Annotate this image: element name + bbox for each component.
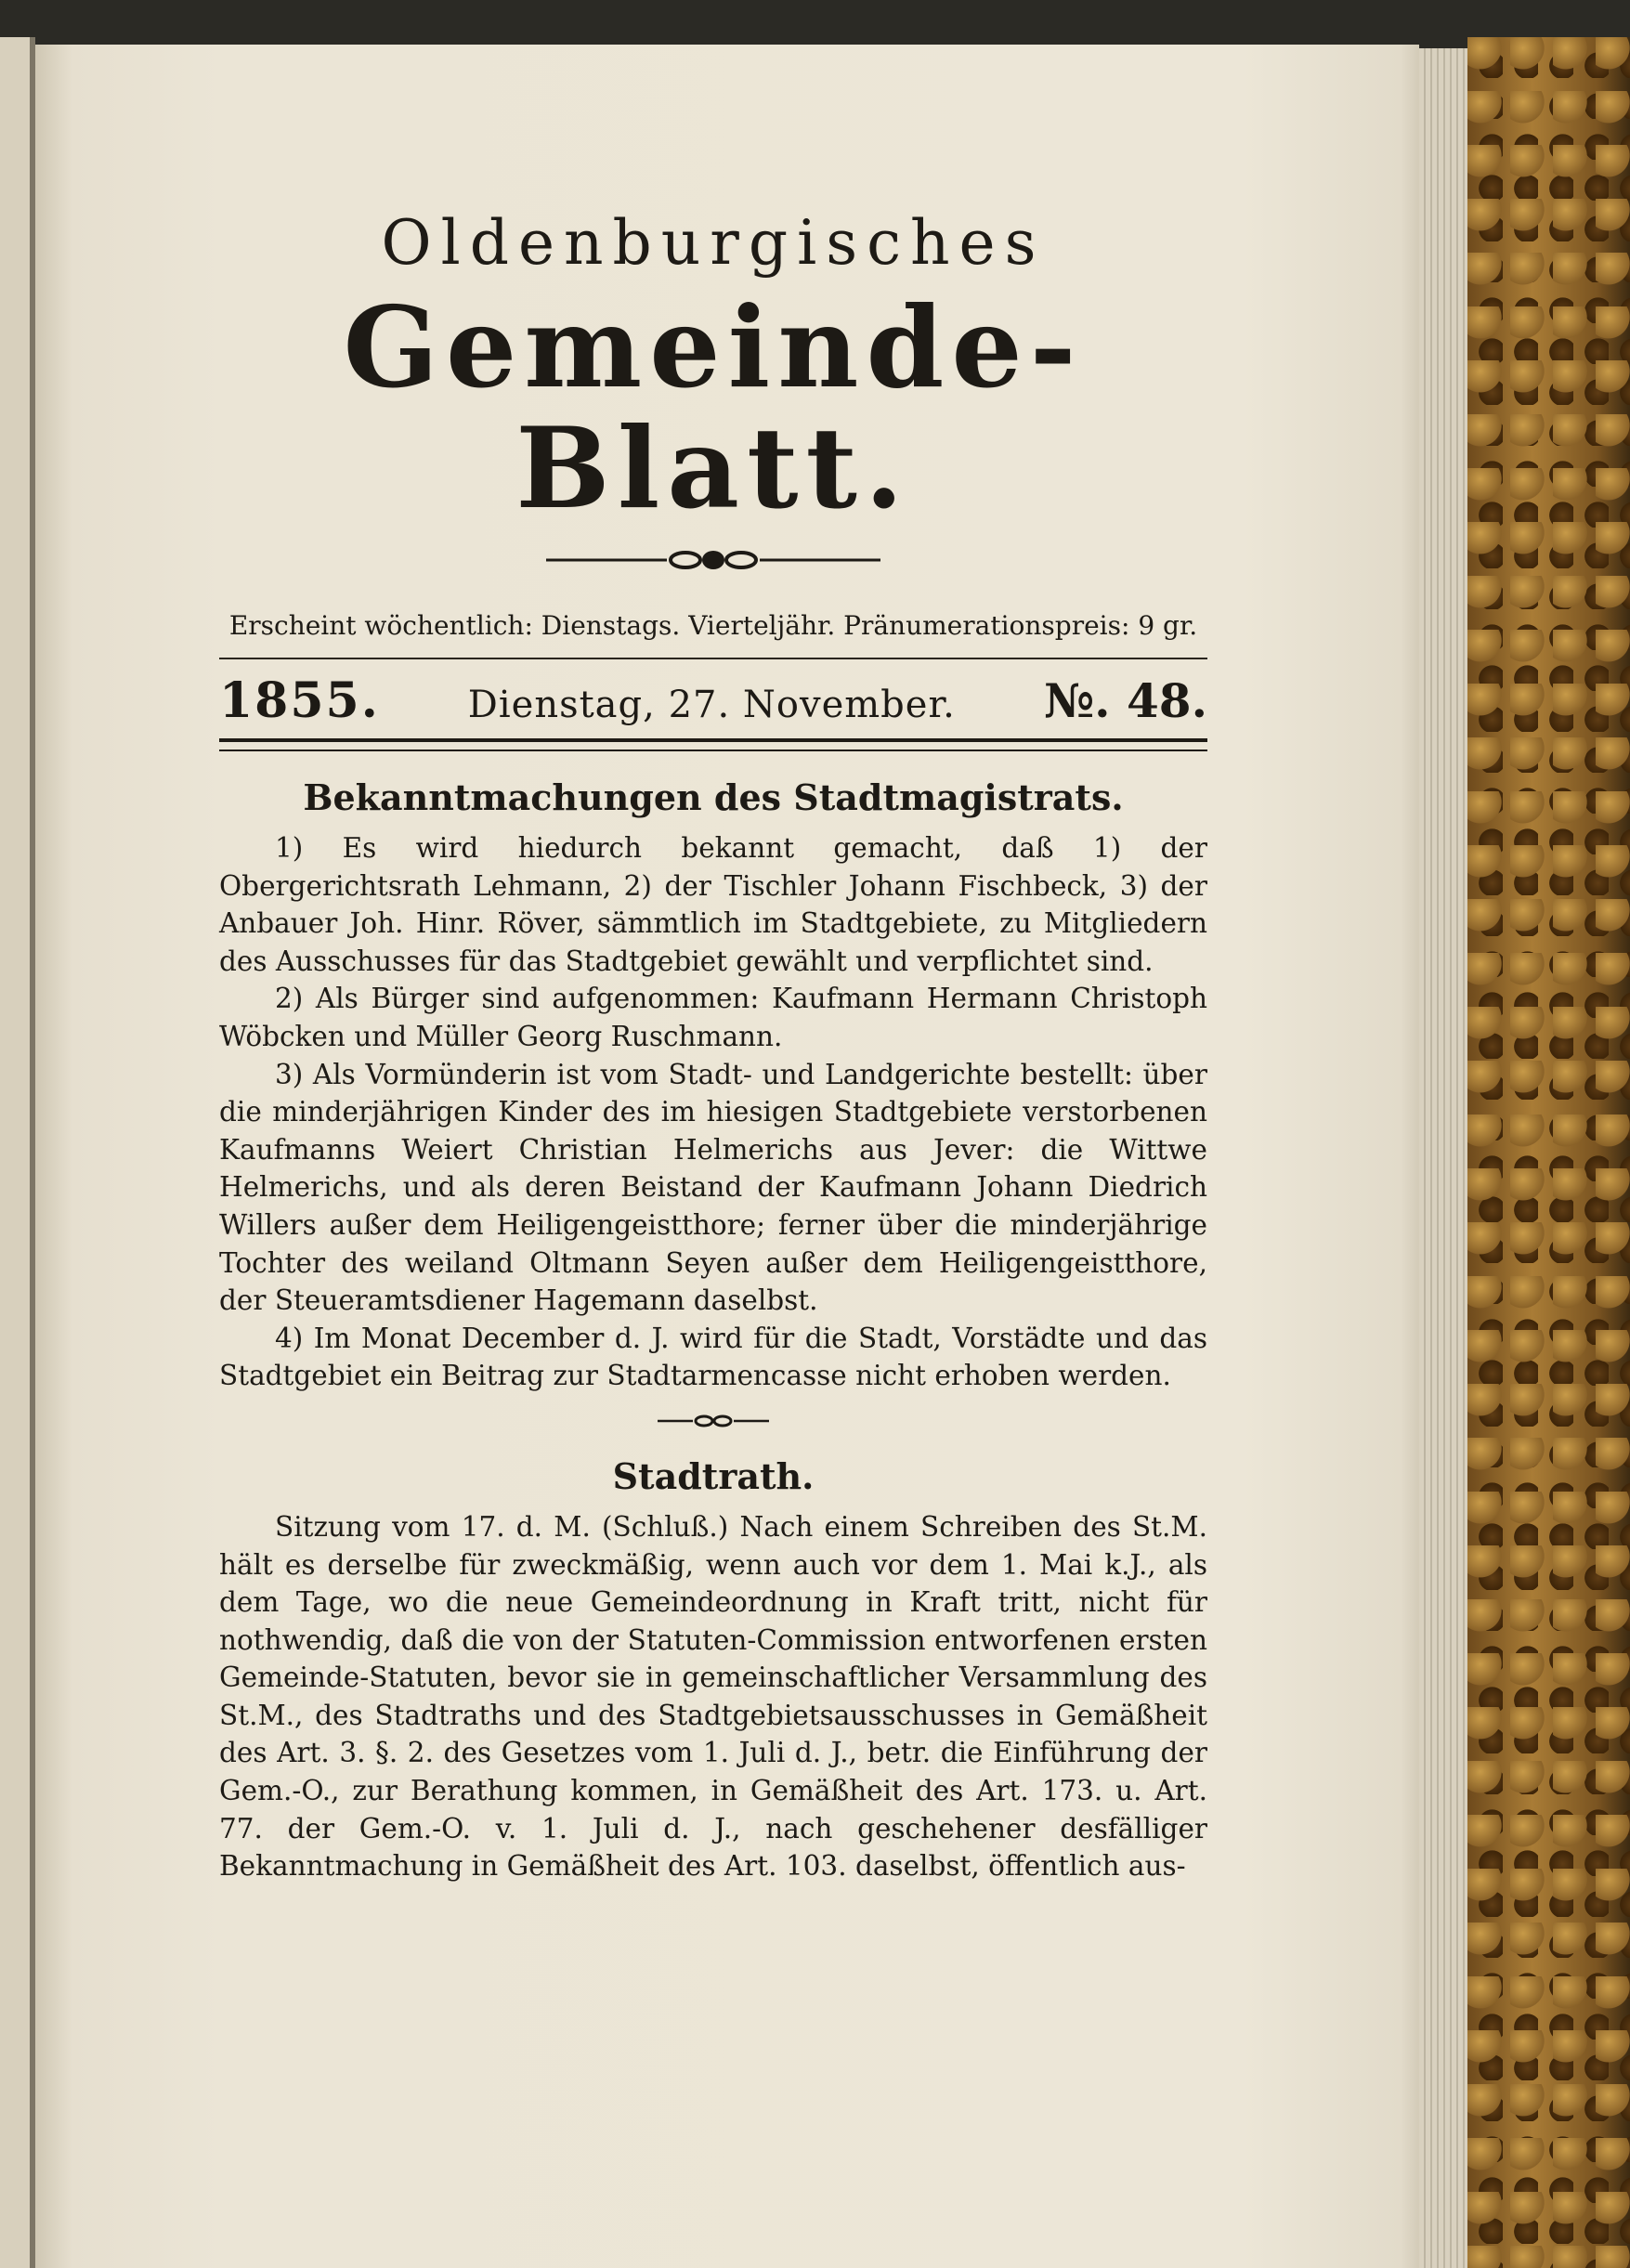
left-page-edge [0, 37, 30, 2268]
issue-date: Dienstag, 27. November. [467, 684, 956, 726]
masthead-ornament-icon [546, 546, 880, 574]
marbled-cover [1467, 37, 1630, 2268]
section-title-magistrate: Bekanntmachungen des Stadtmagistrats. [303, 776, 1124, 818]
issue-year: 1855. [219, 672, 380, 729]
section-ornament-icon [658, 1412, 769, 1430]
article-paragraph: 2) Als Bürger sind aufgenommen: Kaufmann Hermann Christoph Wöbcken und Müller Georg Ruschmann. [219, 983, 1207, 1052]
article-paragraph: 1) Es wird hiedurch bekannt gemacht, daß 1) der Obergerichtsrath Lehmann, 2) der Tischler Johann Fischbeck, 3) der Anbauer Joh. Hinr. Röver, sämmtlich im Stadtgebiete, zu Mitgliedern des Ausschusses für das Stadtgebiet gewählt und verpflichtet sind. [219, 832, 1207, 977]
subscription-line: Erscheint wöchentlich: Dienstags. Vierteljähr. Pränumerationspreis: 9 gr. [228, 610, 1198, 641]
masthead-title: Gemeinde-Blatt. [343, 282, 1084, 534]
dateline [219, 672, 1207, 729]
issue-number: №. 48. [1043, 673, 1207, 728]
masthead-subtitle: Oldenburgisches [381, 207, 1046, 279]
page-stack-edges [1419, 48, 1467, 2268]
page-content [219, 206, 1207, 1885]
rule-divider [219, 658, 1207, 659]
article-paragraph: Sitzung vom 17. d. M. (Schluß.) Nach einem Schreiben des St.M. hält es derselbe für zweckmäßig, wenn auch vor dem 1. Mai k.J., als dem Tage, wo die neue Gemeindeordnung in Kraft tritt, nicht für nothwendig, daß die von der Statuten-Commission entworfenen ersten Gemeinde-Statuten, bevor sie in gemeinschaftlicher Versammlung des St.M., des Stadtraths und des Stadtgebietsausschusses in Gemäßheit des Art. 3. §. 2. des Gesetzes vom 1. Juli d. J., betr. die Einführung der Gem.-O., zur Berathung kommen, in Gemäßheit des Art. 173. u. Art. 77. der Gem.-O. v. 1. Juli d. J., nach geschehener desfälliger Bekanntmachung in Gemäßheit des Art. 103. daselbst, öffentlich aus- [219, 1510, 1207, 1883]
double-rule-divider [219, 738, 1207, 751]
article-paragraph: 3) Als Vormünderin ist vom Stadt- und Landgerichte bestellt: über die minderjährigen Kinder des im hiesigen Stadtgebiete verstorbenen Kaufmanns Weiert Christian Helmerichs aus Jever: die Wittwe Helmerichs, und als deren Beistand der Kaufmann Johann Diedrich Willers außer dem Heiligengeistthore; ferner über die minderjährige Tochter des weiland Oltmann Seyen außer dem Heiligengeistthore, der Steueramtsdiener Hagemann daselbst. [219, 1058, 1207, 1317]
article-paragraph: 4) Im Monat December d. J. wird für die Stadt, Vorstädte und das Stadtgebiet ein Beitrag zur Stadtarmencasse nicht erhoben werden. [219, 1322, 1207, 1392]
section-title-town-council: Stadtrath. [612, 1454, 815, 1497]
